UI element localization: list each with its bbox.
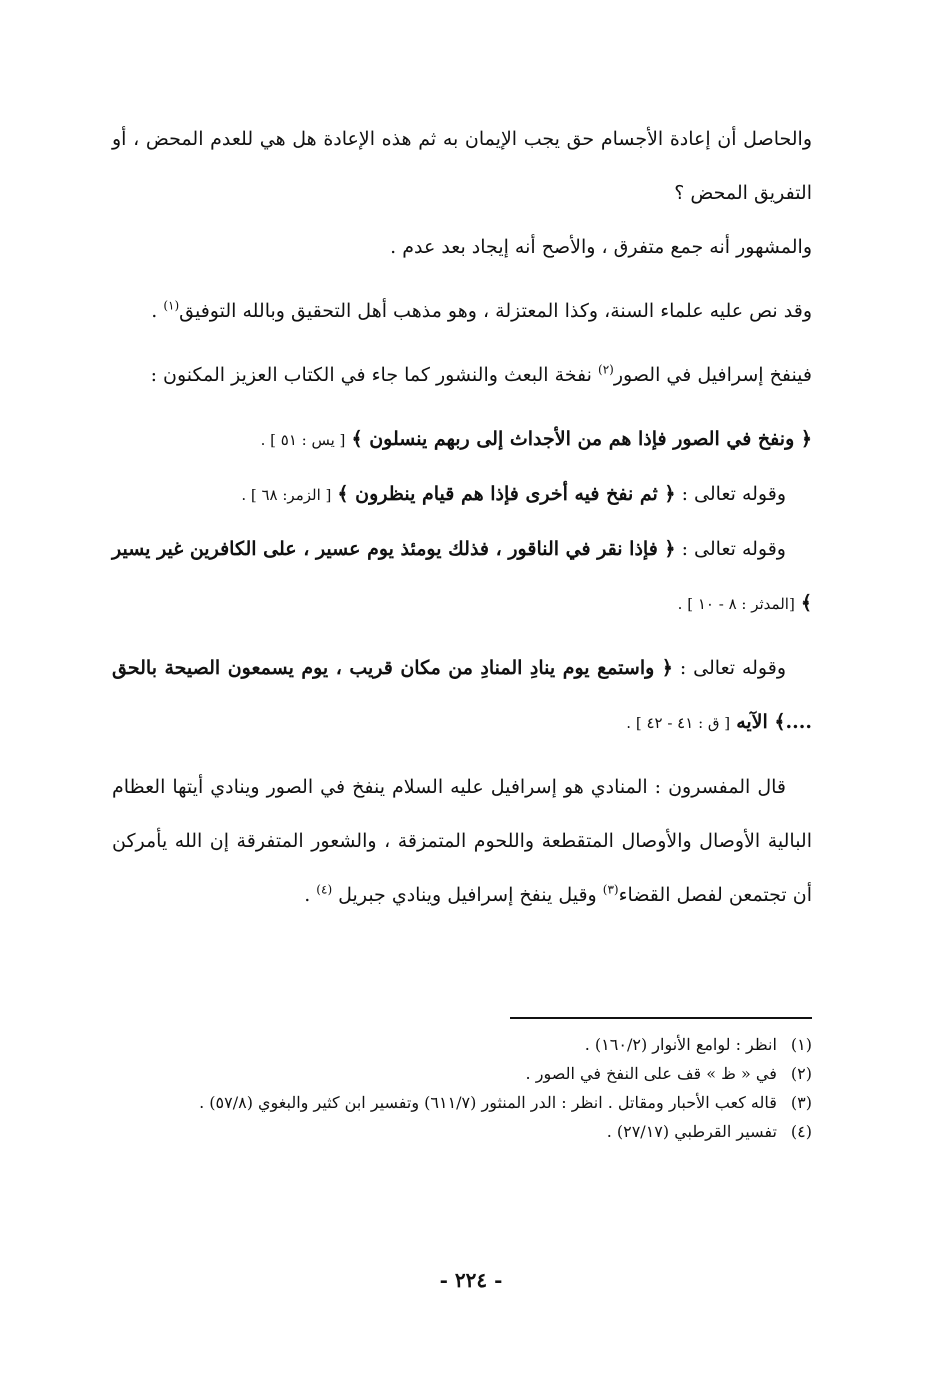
- footnote-marker: (١): [163, 298, 180, 313]
- quran-verse: ﴿ واستمع يوم ينادِ المنادِ من مكان قريب ، يوم يسمعون الصيحة بالحق ....﴾ الآيه: [112, 657, 812, 733]
- page-number: - ٢٢٤ -: [439, 1268, 503, 1292]
- verse-reference: [المدثر : ٨ - ١٠ ] .: [677, 595, 795, 613]
- footnote-text: قاله كعب الأحبار ومقاتل . انظر : الدر المنثور (٦١١/٧) وتفسير ابن كثير والبغوي (٥٧/٨) .: [199, 1093, 777, 1112]
- spacer: [112, 402, 812, 412]
- paragraph-text: والمشهور أنه جمع متفرق ، والأصح أنه إيجاد بعد عدم .: [390, 236, 812, 258]
- footnotes: [112, 1030, 812, 1146]
- footnote-marker: (٢): [598, 362, 614, 377]
- paragraph-reassembly: [112, 112, 812, 220]
- verse-muddathir: [112, 522, 812, 631]
- footnote-marker: (٤): [316, 882, 333, 897]
- paragraph-well-known-opinion: [112, 220, 812, 274]
- footnote-text: انظر : لوامع الأنوار (١٦٠/٢) .: [584, 1035, 777, 1054]
- quran-verse: ﴿ ثم نفخ فيه أخرى فإذا هم قيام ينظرون ﴾: [337, 483, 676, 505]
- paragraph-text: وقد نص عليه علماء السنة، وكذا المعتزلة ، وهو مذهب أهل التحقيق وبالله التوفيق: [179, 300, 812, 322]
- footnote-number: (٢): [790, 1064, 812, 1083]
- footnote-marker: (٣): [602, 882, 619, 897]
- footnote-text: تفسير القرطبي (٢٧/١٧) .: [606, 1122, 777, 1141]
- footnote-4: [112, 1117, 812, 1146]
- paragraph-text: والحاصل أن إعادة الأجسام حق يجب الإيمان به ثم هذه الإعادة هل هي للعدم المحض ، أو التفريق المحض ؟: [112, 128, 812, 204]
- verse-zumar: [112, 467, 812, 522]
- spacer: [112, 750, 812, 760]
- footnote-3: [112, 1088, 812, 1117]
- verse-reference: [ الزمر: ٦٨ ] .: [241, 486, 332, 504]
- quran-verse: ﴿ فإذا نقر في الناقور ، فذلك يومئذ يوم عسير ، على الكافرين غير يسير ﴾: [112, 538, 812, 614]
- spacer: [112, 274, 812, 284]
- footnote-number: (١): [790, 1035, 812, 1054]
- footnote-number: (٣): [790, 1093, 812, 1112]
- paragraph-israfil-blows: [112, 348, 812, 402]
- paragraph-text-middle: وقيل ينفخ إسرافيل وينادي جبريل: [332, 884, 603, 906]
- verse-lead: وقوله تعالى :: [675, 483, 786, 505]
- verse-lead: وقوله تعالى :: [675, 538, 786, 560]
- main-text: [112, 112, 812, 922]
- verse-qaf: [112, 641, 812, 750]
- footnote-2: [112, 1059, 812, 1088]
- quran-verse: ﴿ ونفخ في الصور فإذا هم من الأجداث إلى ربهم ينسلون ﴾: [351, 428, 812, 450]
- footnote-separator: [510, 1017, 812, 1019]
- verse-yasin: [112, 412, 812, 467]
- verse-reference: [ ق : ٤١ - ٤٢ ] .: [626, 714, 731, 732]
- spacer: [112, 338, 812, 348]
- paragraph-tail: نفخة البعث والنشور كما جاء في الكتاب العزيز المكنون :: [150, 364, 598, 386]
- paragraph-tail: .: [304, 884, 317, 906]
- footnote-text: في « ظ » قف على النفخ في الصور .: [525, 1064, 777, 1083]
- paragraph-text: فينفخ إسرافيل في الصور: [613, 364, 812, 386]
- verse-reference: [ يس : ٥١ ] .: [260, 431, 346, 449]
- footnote-number: (٤): [790, 1122, 812, 1141]
- spacer: [112, 631, 812, 641]
- paragraph-text: قال المفسرون : المنادي هو إسرافيل عليه السلام ينفخ في الصور وينادي أيتها العظام البالية الأوصال والأوصال المتقطعة واللحوم المتمزقة ، والشعور المتفرقة إن الله يأمركن أن تجتمعن لفصل القضاء: [112, 776, 812, 906]
- verse-lead: وقوله تعالى :: [672, 657, 786, 679]
- footnote-1: [112, 1030, 812, 1059]
- paragraph-commentators: [112, 760, 812, 922]
- paragraph-tail: .: [151, 300, 164, 322]
- paragraph-scholars: [112, 284, 812, 338]
